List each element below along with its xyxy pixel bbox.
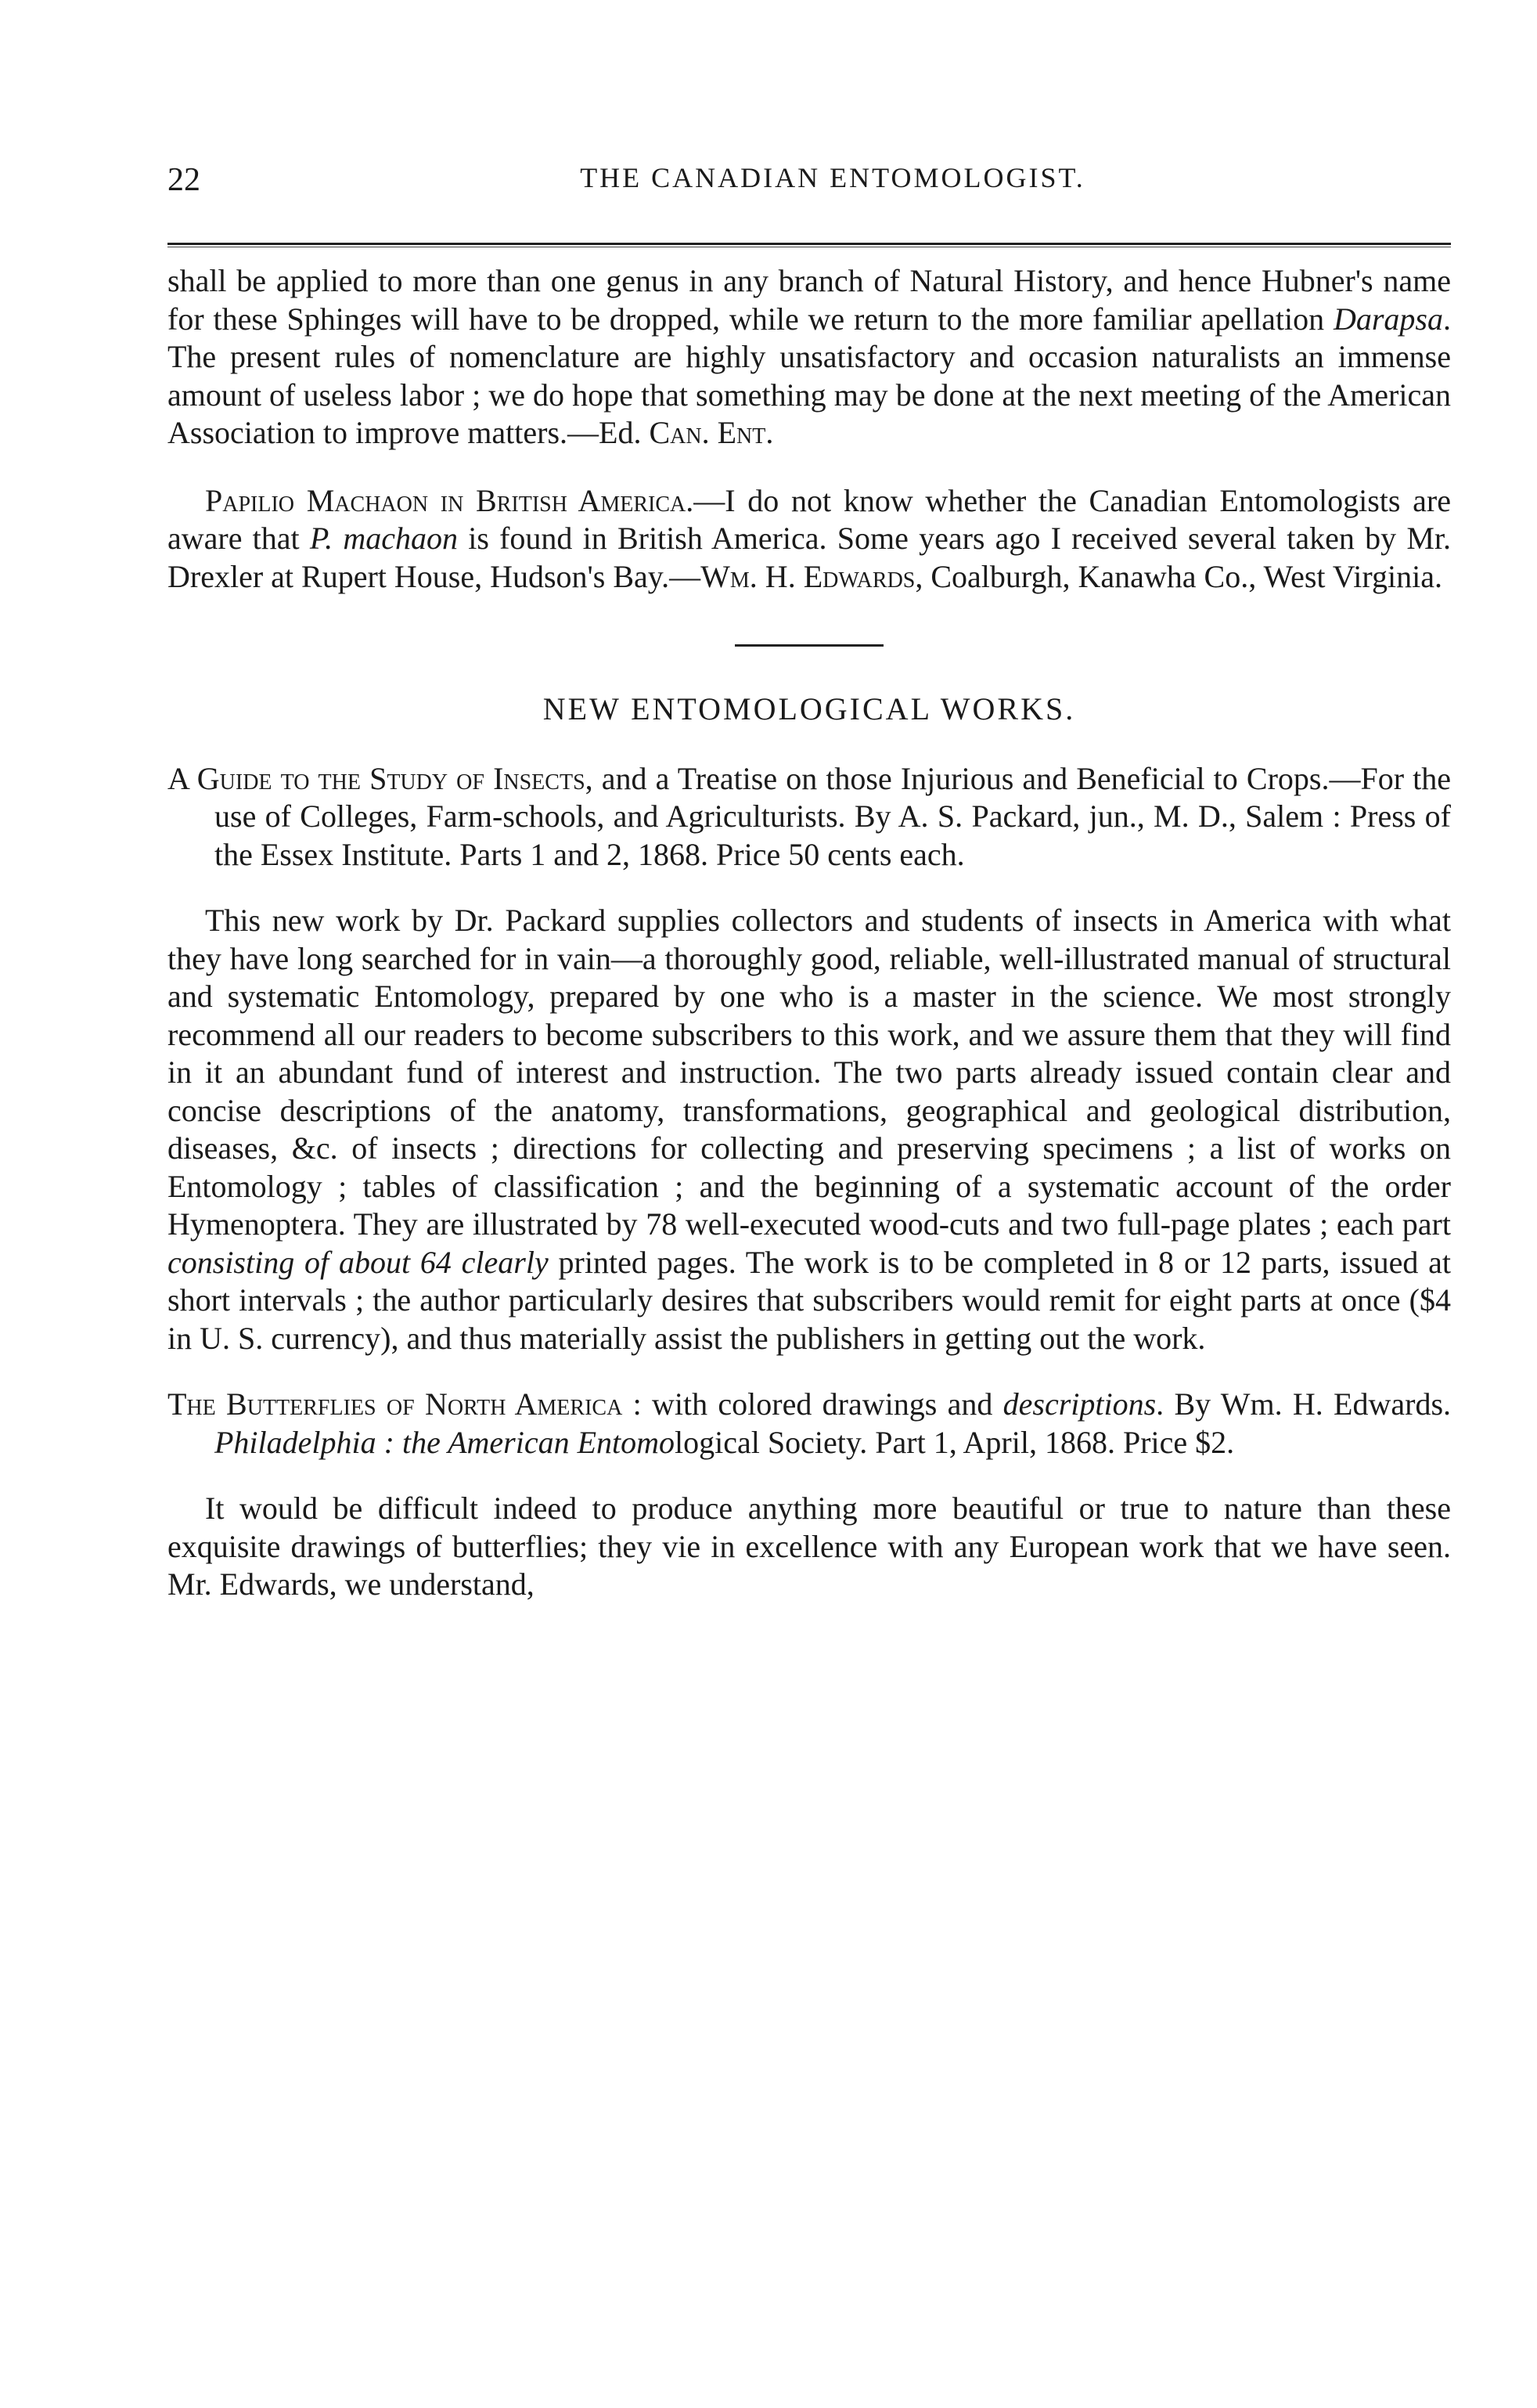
page-number: 22	[167, 162, 200, 198]
species-name: P. machaon	[309, 521, 458, 556]
section-divider	[735, 644, 884, 647]
editor-signature: Can. Ent.	[649, 415, 774, 450]
review-edwards: It would be difficult indeed to produce anything more beautiful or true to nature than these exquisite drawings of butterflies; they vie in excellence with any European work that we have seen. Mr. Edwards, we understand,	[167, 1491, 1451, 1602]
section-heading: NEW ENTOMOLOGICAL WORKS.	[542, 691, 1076, 726]
page-header	[167, 161, 1467, 208]
entry-title: The Butterflies of North America	[167, 1386, 623, 1422]
running-title: THE CANADIAN ENTOMOLOGIST.	[580, 162, 1085, 193]
entry-title: A Guide to the Study of Insects	[167, 760, 585, 796]
entry-edwards-butterflies: The Butterflies of North America : with colored drawings and descriptions. By Wm. H. Edwards. Philadelphia : the American Entomological Society. Part 1, April, 1868. Price $2.	[167, 1386, 1452, 1460]
header-rule	[167, 243, 1451, 247]
review-packard: This new work by Dr. Packard supplies collectors and students of insects in America with what they have long searched for in vain—a thoroughly good, reliable, well-illustrated manual of structural and systematic Entomology, prepared by one who is a master in the science. We most strongly recommend all our readers to become subscribers to this work, and we assure them that they will find in it an abundant fund of interest and instruction. The two parts already issued contain clear and concise descriptions of the anatomy, transformations, geographical and geological distribution, diseases, &c. of insects ; directions for collecting and preserving specimens ; a list of works on Entomology ; tables of classification ; and the beginning of a systematic account of the order Hymenoptera. They are illustrated by 78 well-executed wood-cuts and two full-page plates ; each part consisting of about 64 clearly printed pages. The work is to be completed in 8 or 12 parts, issued at short intervals ; the author particularly desires that subscribers would remit for eight parts at once ($4 in U. S. currency), and thus materially assist the publishers in getting out the work.	[167, 903, 1451, 1356]
note-title: Papilio Machaon in British America.	[205, 482, 694, 518]
paragraph-nomenclature: shall be applied to more than one genus in any branch of Natural History, and hence Hubner's name for these Sphinges will have to be dropped, while we return to the more familiar apellation Darapsa. The present rules of nomenclature are highly unsatisfactory and occasion naturalists an immense amount of useless labor ; we do hope that something may be done at the next meeting of the American Association to improve matters.—Ed. Can. Ent.	[167, 263, 1451, 450]
note-author: Wm. H. Edwards	[700, 558, 916, 594]
genus-name: Darapsa	[1333, 301, 1443, 337]
note-papilio-machaon: Papilio Machaon in British America.—I do not know whether the Canadian Entomologists are aware that P. machaon is found in British America. Some years ago I received several taken by Mr. Drexler at Rupert House, Hudson's Bay.—Wm. H. Edwards, Coalburgh, Kanawha Co., West Virginia.	[167, 482, 1451, 594]
page-body	[167, 262, 1451, 1604]
entry-packard-guide: A Guide to the Study of Insects, and a Treatise on those Injurious and Beneficial to Crops.—For the use of Colleges, Farm-schools, and Agriculturists. By A. S. Packard, jun., M. D., Salem : Press of the Essex Institute. Parts 1 and 2, 1868. Price 50 cents each.	[167, 760, 1451, 872]
